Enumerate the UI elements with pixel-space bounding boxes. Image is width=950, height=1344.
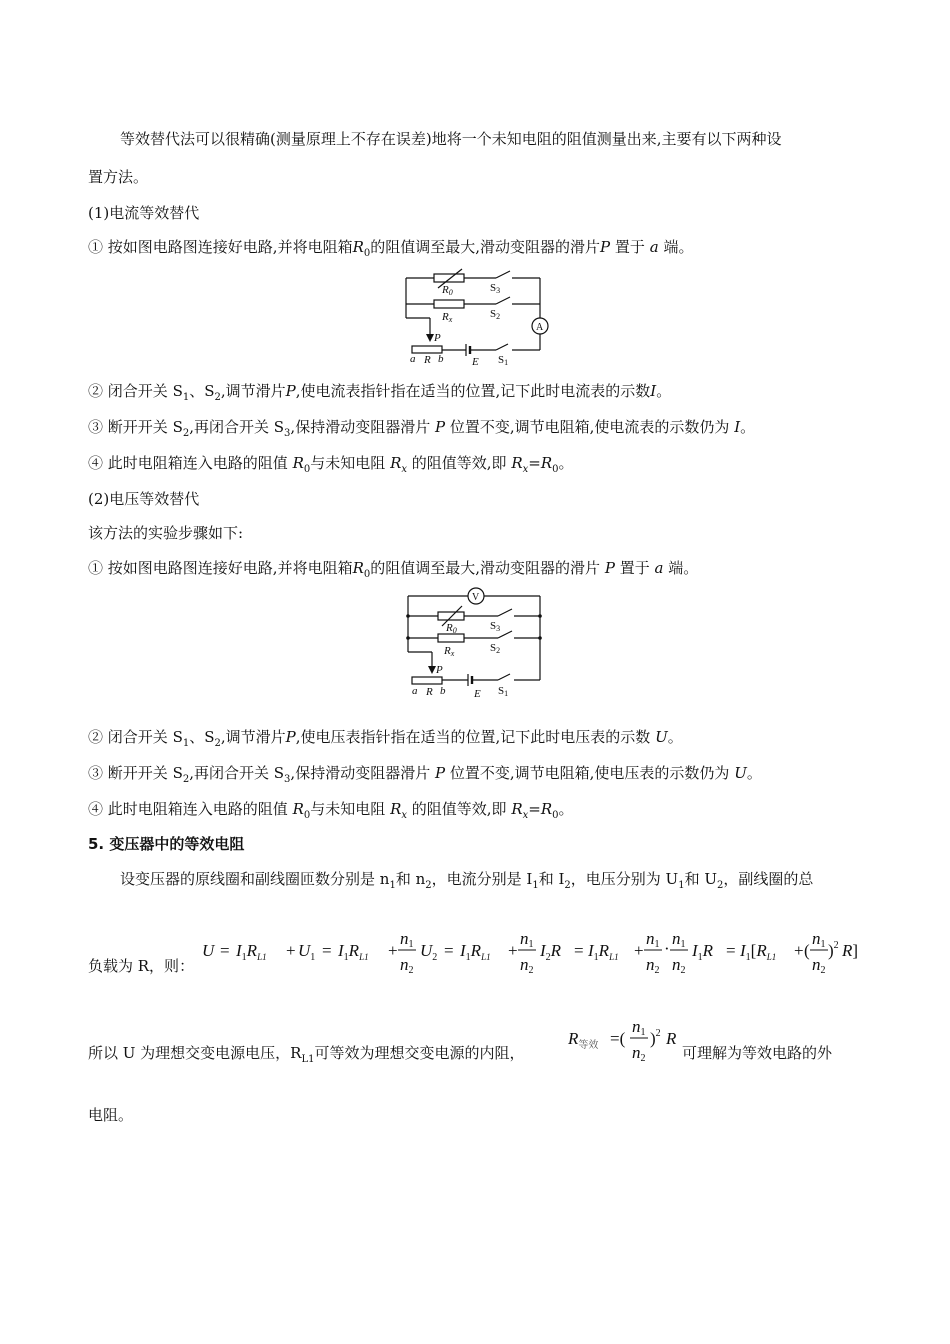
svg-text:U: U (202, 941, 215, 960)
svg-text:n1: n1 (520, 929, 534, 950)
svg-text:I1RL1: $I_1R_{L1}$ (588, 941, 619, 963)
section2-intro: 该方法的实验步骤如下: (88, 524, 244, 542)
label-e: E (474, 688, 481, 700)
label-a: a (412, 685, 418, 697)
svg-text:I1RL1: $I_1R_{L1}$ (460, 941, 491, 963)
label-e: E (472, 356, 479, 368)
svg-text:(: ( (804, 941, 810, 960)
label-rx: Rx (444, 645, 455, 658)
section5-para3-end: 可理解为等效电路的外 (682, 1044, 833, 1062)
section5-para1: 设变压器的原线圈和副线圈匝数分别是 $n_1$和 $n_2$，电流分别是 $I_1$和 $I_2$，电压分别为 $U_1$和 $U_2$，副线圈的总 (120, 870, 814, 891)
svg-text:n2: n2 (646, 955, 660, 976)
svg-text:n1: n1 (812, 929, 826, 950)
svg-text:=: = (220, 941, 230, 960)
svg-text:n1: n1 (632, 1017, 646, 1038)
svg-text:=: = (574, 941, 584, 960)
svg-text:U2: $U_2$ (420, 941, 438, 963)
label-r0: R0 (442, 284, 453, 297)
label-b: b (438, 353, 444, 365)
section1-heading: (1)电流等效替代 (88, 204, 200, 222)
intro-line-2: 置方法。 (88, 168, 149, 186)
label-s3: S3 (490, 282, 501, 295)
section2-heading: (2)电压等效替代 (88, 490, 200, 508)
svg-text:I1[RL1: $I_1[R_{L1}$ (740, 941, 777, 963)
section1-step4: ④ 此时电阻箱连入电路的阻值 $R_0$与未知电阻 $R_x$ 的阻值等效,即 $R_x=R_0$。 (88, 454, 574, 475)
label-s3: S3 (490, 620, 501, 633)
svg-text:I1RL1: $I_1R_{L1}$ (236, 941, 267, 963)
label-rx: Rx (442, 311, 453, 324)
svg-text:n2: n2 (400, 955, 414, 976)
voltmeter-label: V (472, 592, 480, 603)
svg-text:)2: )$^2$ (828, 940, 839, 960)
label-a: a (410, 353, 416, 365)
section1-step2: ② 闭合开关 $S_1$、$S_2$,调节滑片P,使电流表指针指在适当的位置,记下此时电流表的示数I。 (88, 382, 672, 403)
svg-text:+: + (508, 941, 518, 960)
svg-text:+: + (794, 941, 804, 960)
label-s2: S2 (490, 642, 501, 655)
svg-text:)2: )$^2$ (650, 1028, 661, 1048)
label-p: P (436, 664, 443, 676)
section2-step3: ③ 断开开关 $S_2$,再闭合开关 $S_3$,保持滑动变阻器滑片 P 位置不变,调节电阻箱,使电压表的示数仍为 U。 (88, 764, 762, 785)
label-b: b (440, 685, 446, 697)
ammeter-label: A (536, 322, 544, 333)
svg-text:I1RL1: $I_1R_{L1}$ (338, 941, 369, 963)
svg-text:n1: n1 (646, 929, 660, 950)
section2-step2: ② 闭合开关 $S_1$、$S_2$,调节滑片P,使电压表指针指在适当的位置,记下此时电压表的示数 U。 (88, 728, 683, 749)
svg-text:+: + (634, 941, 644, 960)
section5-para4: 电阻。 (88, 1106, 134, 1124)
svg-text:=: = (444, 941, 454, 960)
circuit-diagram-voltage (398, 586, 554, 702)
svg-text:+: + (286, 941, 296, 960)
formula-equivalent-voltage (198, 926, 858, 982)
svg-text:=: = (322, 941, 332, 960)
svg-text:R等效: $R_{等效}$ (568, 1029, 599, 1051)
svg-text:I1R: $I_1R$ (692, 941, 714, 963)
section1-step1: ① 按如图电路图连接好电路,并将电阻箱$R_0$的阻值调至最大,滑动变阻器的滑片P 置于 a 端。 (88, 238, 694, 259)
section5-heading: 5. 变压器中的等效电阻 (88, 835, 245, 853)
formula-equivalent-resistance (566, 1014, 682, 1070)
svg-text:n2: n2 (672, 955, 686, 976)
label-r0: R0 (446, 622, 457, 635)
svg-text:n1: n1 (672, 929, 686, 950)
label-s2: S2 (490, 308, 501, 321)
label-s1: S1 (498, 354, 509, 367)
svg-text:+: + (388, 941, 398, 960)
svg-text:R: R (666, 1029, 677, 1048)
svg-text:I2R: $I_2R$ (540, 941, 562, 963)
section5-para3: 所以 U 为理想交变电源电压，$R_{L1}$可等效为理想交变电源的内阻， (88, 1044, 525, 1065)
label-r: R (424, 354, 431, 366)
intro-line-1: 等效替代法可以很精确(测量原理上不存在误差)地将一个未知电阻的阻值测量出来,主要有以下两种设 (120, 130, 782, 148)
svg-text:R]: R] (842, 941, 858, 960)
svg-text:n1: n1 (400, 929, 414, 950)
svg-text:=(: =( (610, 1029, 626, 1048)
svg-text:U1: $U_1$ (298, 941, 316, 963)
svg-text:n2: n2 (520, 955, 534, 976)
circuit-diagram-current (398, 264, 554, 370)
label-p: P (434, 332, 441, 344)
svg-text:·: · (664, 939, 670, 958)
section2-step1: ① 按如图电路图连接好电路,并将电阻箱$R_0$的阻值调至最大,滑动变阻器的滑片 P 置于 a 端。 (88, 559, 699, 580)
svg-text:=: = (726, 941, 736, 960)
svg-text:n2: n2 (812, 955, 826, 976)
svg-text:n2: n2 (632, 1043, 646, 1064)
section5-para2: 负载为 R，则： (88, 957, 195, 975)
section1-step3: ③ 断开开关 $S_2$,再闭合开关 $S_3$,保持滑动变阻器滑片 P 位置不变,调节电阻箱,使电流表的示数仍为 I。 (88, 418, 756, 439)
section2-step4: ④ 此时电阻箱连入电路的阻值 $R_0$与未知电阻 $R_x$ 的阻值等效,即 $R_x=R_0$。 (88, 800, 574, 821)
label-r: R (426, 686, 433, 698)
label-s1: S1 (498, 685, 509, 698)
